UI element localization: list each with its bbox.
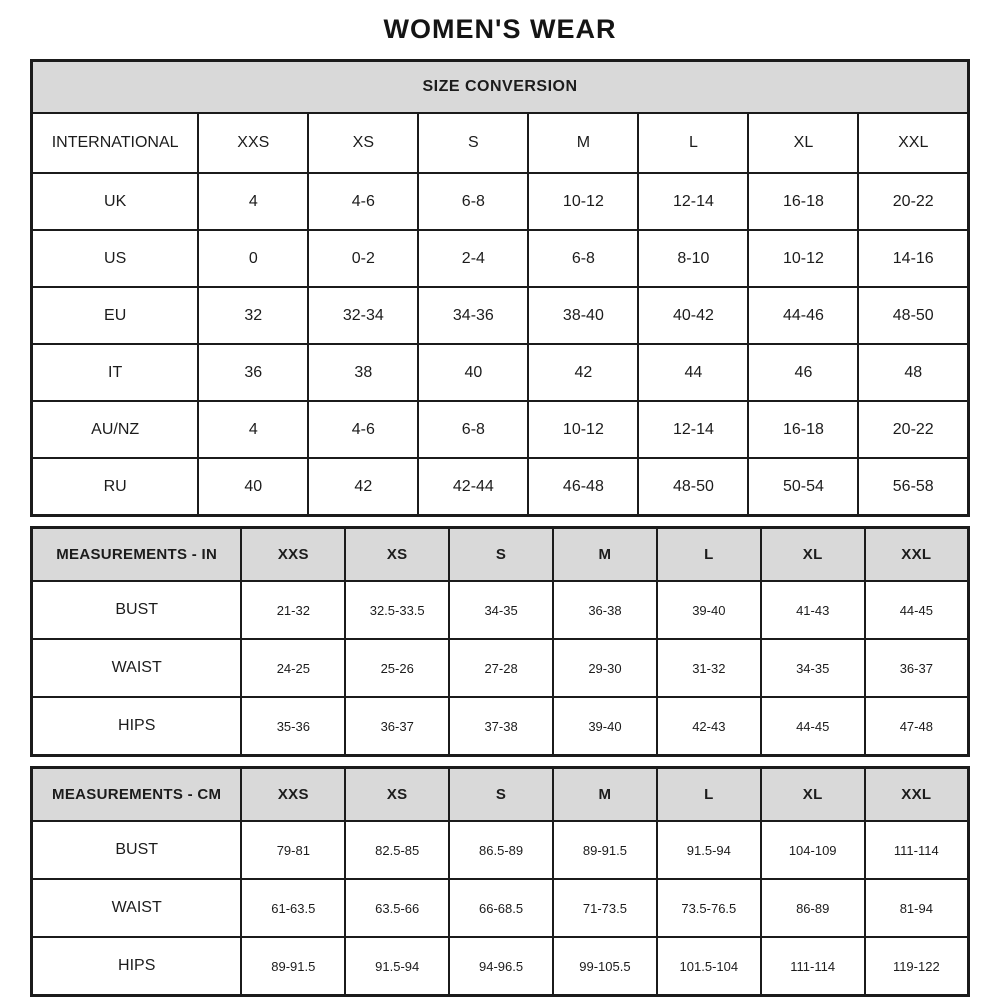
size-cell: 38 [308, 344, 418, 401]
size-cell: 6-8 [418, 173, 528, 230]
size-cell: 20-22 [858, 401, 968, 458]
measure-cell: 61-63.5 [241, 879, 345, 937]
measure-cell: 21-32 [241, 581, 345, 639]
measure-cell: 89-91.5 [553, 821, 657, 879]
table-row-it [32, 344, 969, 401]
size-cell: 44-46 [748, 287, 858, 344]
measure-cell: 25-26 [345, 639, 449, 697]
measure-cell: 79-81 [241, 821, 345, 879]
size-cell: 4 [198, 173, 308, 230]
row-label: EU [32, 287, 199, 344]
size-cell: 6-8 [528, 230, 638, 287]
measure-cell: 111-114 [761, 937, 865, 996]
table-row-waist-in [32, 639, 969, 697]
size-cell: 16-18 [748, 173, 858, 230]
table-row-aunz [32, 401, 969, 458]
measurements-cm-header-row [32, 768, 969, 822]
size-cell: 48 [858, 344, 968, 401]
size-cell: 0-2 [308, 230, 418, 287]
column-header: XL [761, 528, 865, 582]
measure-cell: 36-38 [553, 581, 657, 639]
column-header: XL [748, 113, 858, 173]
measure-cell: 24-25 [241, 639, 345, 697]
size-conversion-header-row [32, 113, 969, 173]
measure-cell: 44-45 [865, 581, 969, 639]
measure-cell: 39-40 [553, 697, 657, 756]
size-cell: 4 [198, 401, 308, 458]
size-cell: 48-50 [638, 458, 748, 516]
size-cell: 36 [198, 344, 308, 401]
size-cell: 32-34 [308, 287, 418, 344]
row-label: HIPS [32, 697, 242, 756]
column-header: XXS [241, 768, 345, 822]
size-cell: 34-36 [418, 287, 528, 344]
measurements-in-header-row [32, 528, 969, 582]
table-row-hips-cm [32, 937, 969, 996]
table-row-waist-cm [32, 879, 969, 937]
measure-cell: 94-96.5 [449, 937, 553, 996]
measure-cell: 34-35 [761, 639, 865, 697]
row-label: BUST [32, 821, 242, 879]
column-header: XXS [198, 113, 308, 173]
measure-cell: 31-32 [657, 639, 761, 697]
column-header: XXL [865, 528, 969, 582]
measure-cell: 89-91.5 [241, 937, 345, 996]
size-cell: 42 [528, 344, 638, 401]
column-header: M [553, 528, 657, 582]
size-cell: 20-22 [858, 173, 968, 230]
measure-cell: 44-45 [761, 697, 865, 756]
measure-cell: 63.5-66 [345, 879, 449, 937]
row-label: US [32, 230, 199, 287]
column-header: XL [761, 768, 865, 822]
size-cell: 46-48 [528, 458, 638, 516]
column-header: M [553, 768, 657, 822]
measurements-cm-table [30, 766, 970, 997]
measure-cell: 86.5-89 [449, 821, 553, 879]
measure-cell: 71-73.5 [553, 879, 657, 937]
row-label: WAIST [32, 639, 242, 697]
row-label: IT [32, 344, 199, 401]
size-cell: 16-18 [748, 401, 858, 458]
size-cell: 42-44 [418, 458, 528, 516]
size-cell: 40 [418, 344, 528, 401]
measure-cell: 36-37 [345, 697, 449, 756]
table-row-eu [32, 287, 969, 344]
measure-cell: 35-36 [241, 697, 345, 756]
size-cell: 42 [308, 458, 418, 516]
size-cell: 12-14 [638, 401, 748, 458]
measure-cell: 91.5-94 [345, 937, 449, 996]
size-cell: 4-6 [308, 401, 418, 458]
table-row-hips-in [32, 697, 969, 756]
column-header: XXS [241, 528, 345, 582]
measure-cell: 39-40 [657, 581, 761, 639]
measure-cell: 37-38 [449, 697, 553, 756]
measure-cell: 73.5-76.5 [657, 879, 761, 937]
size-cell: 6-8 [418, 401, 528, 458]
row-label: UK [32, 173, 199, 230]
row-label: BUST [32, 581, 242, 639]
column-header: INTERNATIONAL [32, 113, 199, 173]
measure-cell: 101.5-104 [657, 937, 761, 996]
table-row-bust-cm [32, 821, 969, 879]
measure-cell: 27-28 [449, 639, 553, 697]
size-conversion-title: SIZE CONVERSION [32, 61, 969, 114]
measure-cell: 119-122 [865, 937, 969, 996]
measure-cell: 66-68.5 [449, 879, 553, 937]
size-cell: 40 [198, 458, 308, 516]
measure-cell: 82.5-85 [345, 821, 449, 879]
measure-cell: 29-30 [553, 639, 657, 697]
column-header: XXL [858, 113, 968, 173]
size-cell: 2-4 [418, 230, 528, 287]
size-cell: 12-14 [638, 173, 748, 230]
measurements-in-table [30, 526, 970, 757]
row-label: WAIST [32, 879, 242, 937]
size-cell: 56-58 [858, 458, 968, 516]
size-cell: 10-12 [528, 401, 638, 458]
size-cell: 46 [748, 344, 858, 401]
size-cell: 38-40 [528, 287, 638, 344]
measure-cell: 111-114 [865, 821, 969, 879]
measure-cell: 36-37 [865, 639, 969, 697]
size-cell: 48-50 [858, 287, 968, 344]
table-spacer [0, 757, 1000, 766]
size-cell: 50-54 [748, 458, 858, 516]
table-row-us [32, 230, 969, 287]
measure-cell: 91.5-94 [657, 821, 761, 879]
column-header: XXL [865, 768, 969, 822]
measure-cell: 41-43 [761, 581, 865, 639]
column-header: L [657, 528, 761, 582]
column-header: S [449, 528, 553, 582]
table-title: MEASUREMENTS - CM [32, 768, 242, 822]
column-header: L [638, 113, 748, 173]
measure-cell: 81-94 [865, 879, 969, 937]
measure-cell: 99-105.5 [553, 937, 657, 996]
column-header: M [528, 113, 638, 173]
measure-cell: 86-89 [761, 879, 865, 937]
table-row-bust-in [32, 581, 969, 639]
size-cell: 10-12 [528, 173, 638, 230]
column-header: XS [345, 528, 449, 582]
row-label: AU/NZ [32, 401, 199, 458]
size-cell: 8-10 [638, 230, 748, 287]
size-conversion-table [30, 59, 970, 517]
table-row-ru [32, 458, 969, 516]
column-header: S [418, 113, 528, 173]
table-row-uk [32, 173, 969, 230]
measure-cell: 104-109 [761, 821, 865, 879]
table-spacer [0, 517, 1000, 526]
size-cell: 14-16 [858, 230, 968, 287]
measure-cell: 42-43 [657, 697, 761, 756]
measure-cell: 47-48 [865, 697, 969, 756]
column-header: XS [345, 768, 449, 822]
measure-cell: 34-35 [449, 581, 553, 639]
size-conversion-title-row [32, 61, 969, 114]
size-cell: 0 [198, 230, 308, 287]
column-header: L [657, 768, 761, 822]
column-header: S [449, 768, 553, 822]
measure-cell: 32.5-33.5 [345, 581, 449, 639]
page-title: WOMEN'S WEAR [383, 14, 617, 44]
size-cell: 4-6 [308, 173, 418, 230]
size-cell: 32 [198, 287, 308, 344]
size-cell: 10-12 [748, 230, 858, 287]
table-title: MEASUREMENTS - IN [32, 528, 242, 582]
column-header: XS [308, 113, 418, 173]
size-cell: 40-42 [638, 287, 748, 344]
row-label: HIPS [32, 937, 242, 996]
size-cell: 44 [638, 344, 748, 401]
row-label: RU [32, 458, 199, 516]
